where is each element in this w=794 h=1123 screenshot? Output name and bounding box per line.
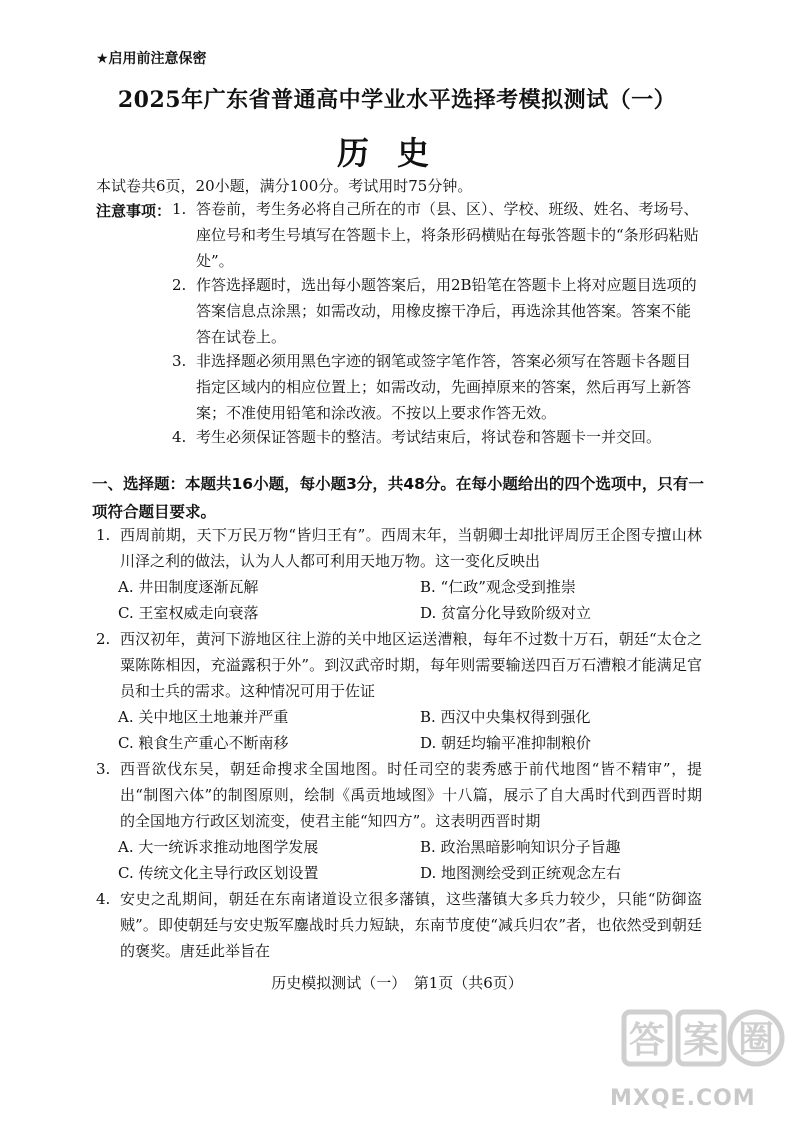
notice-item (172, 348, 700, 426)
notice-number: 3. (172, 352, 187, 370)
notice-item (172, 272, 700, 350)
question-number: 1. (96, 526, 111, 544)
option-c: C. 粮食生产重心不断南移 (118, 734, 289, 752)
svg-text:案: 案 (683, 1020, 720, 1061)
question-number: 3. (96, 760, 111, 778)
svg-text:答: 答 (629, 1020, 666, 1061)
notice-item (172, 196, 700, 274)
option-b: B. 西汉中央集权得到强化 (420, 708, 591, 726)
notice-label: 注意事项： (96, 202, 172, 220)
notice-number: 1. (172, 200, 187, 218)
notice-number: 4. (172, 428, 187, 446)
option-d: D. 朝廷均输平准抑制粮价 (420, 734, 592, 752)
notice-text: 作答选择题时，选出每小题答案后，用2B铅笔在答题卡上将对应题目选项的答案信息点涂黑；如需改动，用橡皮擦干净后，再选涂其他答案。答案不能答在试卷上。 (196, 276, 697, 346)
option-d: D. 地图测绘受到正统观念左右 (420, 864, 622, 882)
section-heading: 一、选择题：本题共16小题，每小题3分，共48分。在每小题给出的四个选项中，只有一项符合题目要求。 (92, 475, 704, 521)
notice-text: 非选择题必须用黑色字迹的钢笔或签字笔作答，答案必须写在答题卡各题目指定区域内的相应位置上；如需改动，先画掉原来的答案，然后再写上新答案；不准使用铅笔和涂改液。不按以上要求作答无效。 (196, 352, 692, 422)
page-footer: 历史模拟测试（一） 第1页（共6页） (271, 974, 523, 992)
exam-info: 本试卷共6页，20小题，满分100分。考试用时75分钟。 (96, 177, 473, 195)
subject-title: 历史 (336, 134, 457, 172)
question-2 (96, 626, 702, 704)
notice-number: 2. (172, 276, 187, 294)
option-d: D. 贫富分化导致阶级对立 (420, 604, 592, 622)
question-number: 4. (96, 890, 111, 908)
question-stem: 安史之乱期间，朝廷在东南诸道设立很多藩镇，这些藩镇大多兵力较少，只能“防御盗贼”。即使朝廷与安史叛军鏖战时兵力短缺，东南节度使“减兵归农”者，也依然受到朝廷的褒奖。唐廷此举旨在 (120, 890, 702, 960)
option-a: A. 大一统诉求推动地图学发展 (118, 838, 319, 856)
question-number: 2. (96, 630, 111, 648)
exam-title: 2025年广东省普通高中学业水平选择考模拟测试（一） (117, 87, 677, 113)
option-a: A. 井田制度逐渐瓦解 (118, 578, 259, 596)
question-3 (96, 756, 702, 834)
watermark-logo (618, 1002, 786, 1086)
question-stem: 西周前期，天下万民万物“皆归王有”。西周末年，当朝卿士却批评周厉王企图专擅山林川泽之利的做法，认为人人都可利用天地万物。这一变化反映出 (120, 526, 702, 570)
option-c: C. 传统文化主导行政区划设置 (118, 864, 319, 882)
notice-text: 考生必须保证答题卡的整洁。考试结束后，将试卷和答题卡一并交回。 (196, 428, 662, 446)
question-stem: 西汉初年，黄河下游地区往上游的关中地区运送漕粮，每年不过数十万石，朝廷“太仓之粟陈陈相因，充溢露积于外”。到汉武帝时期，每年则需要输送四百万石漕粮才能满足官员和士兵的需求。这种情况可用于佐证 (120, 630, 702, 700)
option-b: B. “仁政”观念受到推崇 (420, 578, 576, 596)
question-stem: 西晋欲伐东吴，朝廷命搜求全国地图。时任司空的裴秀感于前代地图“皆不精审”，提出“制图六体”的制图原则，绘制《禹贡地域图》十八篇，展示了自大禹时代到西晋时期的全国地方行政区划流变，使君主能“知四方”。这表明西晋时期 (120, 760, 702, 830)
option-a: A. 关中地区土地兼并严重 (118, 708, 289, 726)
option-c: C. 王室权威走向衰落 (118, 604, 259, 622)
watermark-site: MXQE.COM (610, 1086, 756, 1111)
option-b: B. 政治黑暗影响知识分子旨趣 (420, 838, 621, 856)
notice-item (172, 424, 700, 450)
notice-text: 答卷前，考生务必将自己所在的市（县、区）、学校、班级、姓名、考场号、座位号和考生号填写在答题卡上，将条形码横贴在每张答题卡的“条形码粘贴处”。 (196, 200, 699, 270)
question-4 (96, 886, 702, 964)
svg-text:圈: 圈 (738, 1019, 775, 1060)
question-1 (96, 522, 702, 574)
confidential-mark: ★启用前注意保密 (96, 51, 207, 67)
